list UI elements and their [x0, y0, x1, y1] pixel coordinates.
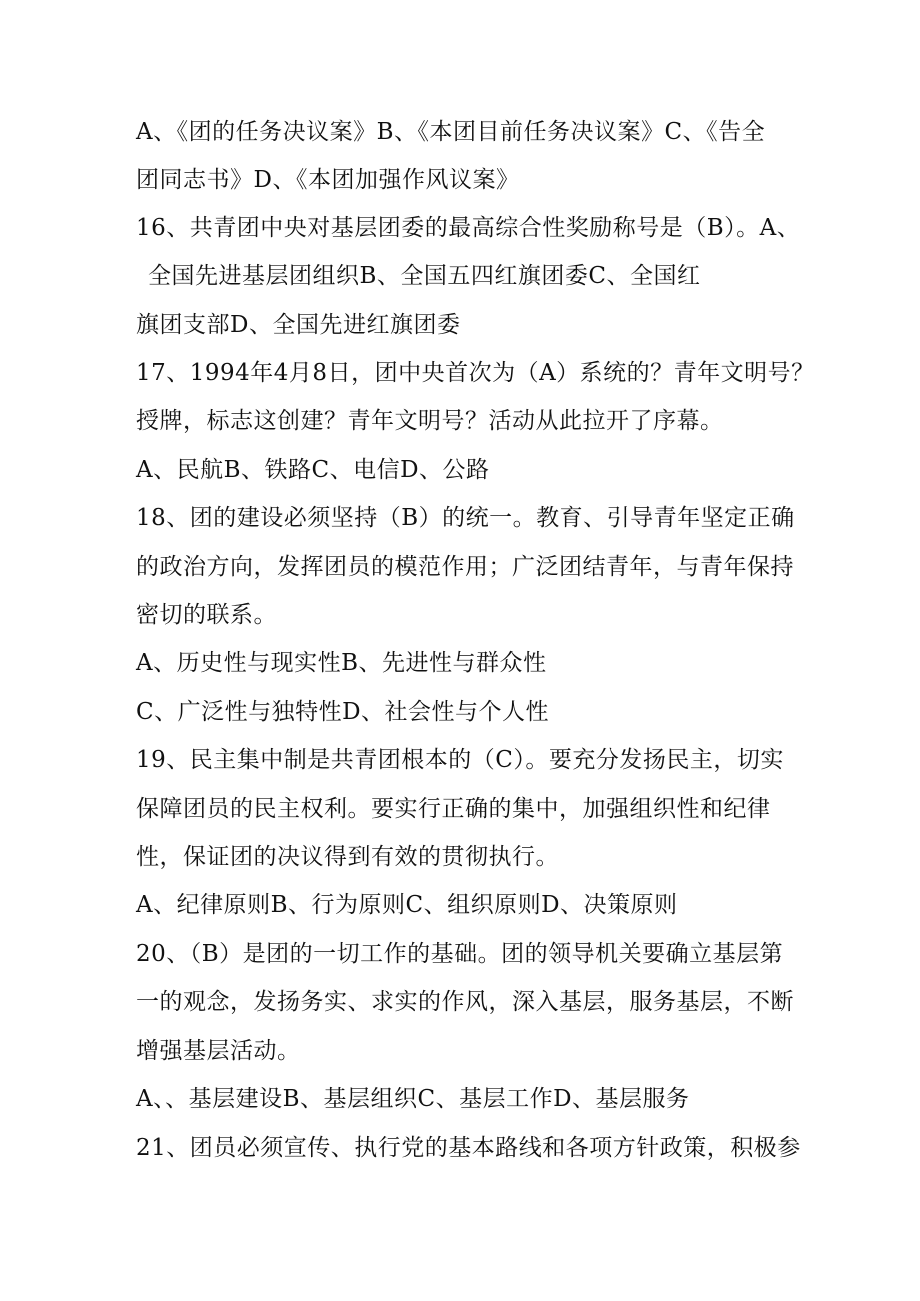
text-line: 20、（B）是团的一切工作的基础。团的领导机关要确立基层第 — [136, 941, 784, 967]
text-line: 旗团支部D、全国先进红旗团委 — [136, 312, 461, 338]
text-line: A、、基层建设B、基层组织C、基层工作D、基层服务 — [136, 1086, 690, 1112]
text-line: A、民航B、铁路C、电信D、公路 — [136, 457, 490, 483]
text-line: A、纪律原则B、行为原则C、组织原则D、决策原则 — [136, 892, 678, 918]
text-line: 的政治方向，发挥团员的模范作用；广泛团结青年，与青年保持 — [136, 554, 794, 580]
text-line: 一的观念，发扬务实、求实的作风，深入基层，服务基层，不断 — [136, 989, 794, 1015]
text-line: 团同志书》D、《本团加强作风议案》 — [136, 167, 520, 193]
text-line: C、广泛性与独特性D、社会性与个人性 — [136, 699, 550, 725]
text-line: 19、民主集中制是共青团根本的（C）。要充分发扬民主，切实 — [136, 747, 784, 773]
text-line: A、历史性与现实性B、先进性与群众性 — [136, 650, 547, 676]
text-line: 保障团员的民主权利。要实行正确的集中，加强组织性和纪律 — [136, 796, 771, 822]
text-line: 增强基层活动。 — [136, 1038, 301, 1064]
text-line: 性，保证团的决议得到有效的贯彻执行。 — [136, 844, 559, 870]
text-line: 16、共青团中央对基层团委的最高综合性奖励称号是（B）。A、 — [136, 215, 801, 241]
text-line: 密切的联系。 — [136, 602, 277, 628]
text-line: 全国先进基层团组织B、全国五四红旗团委C、全国红 — [148, 263, 701, 289]
text-line: 17、1994年4月8日，团中央首次为（A）系统的？青年文明号？ — [136, 360, 815, 386]
text-line: 21、团员必须宣传、执行党的基本路线和各项方针政策，积极参 — [136, 1135, 801, 1161]
text-line: 授牌，标志这创建？青年文明号？活动从此拉开了序幕。 — [136, 408, 724, 434]
text-line: A、《团的任务决议案》B、《本团目前任务决议案》C、《告全 — [136, 119, 766, 145]
text-line: 18、团的建设必须坚持（B）的统一。教育、引导青年坚定正确 — [136, 505, 795, 531]
